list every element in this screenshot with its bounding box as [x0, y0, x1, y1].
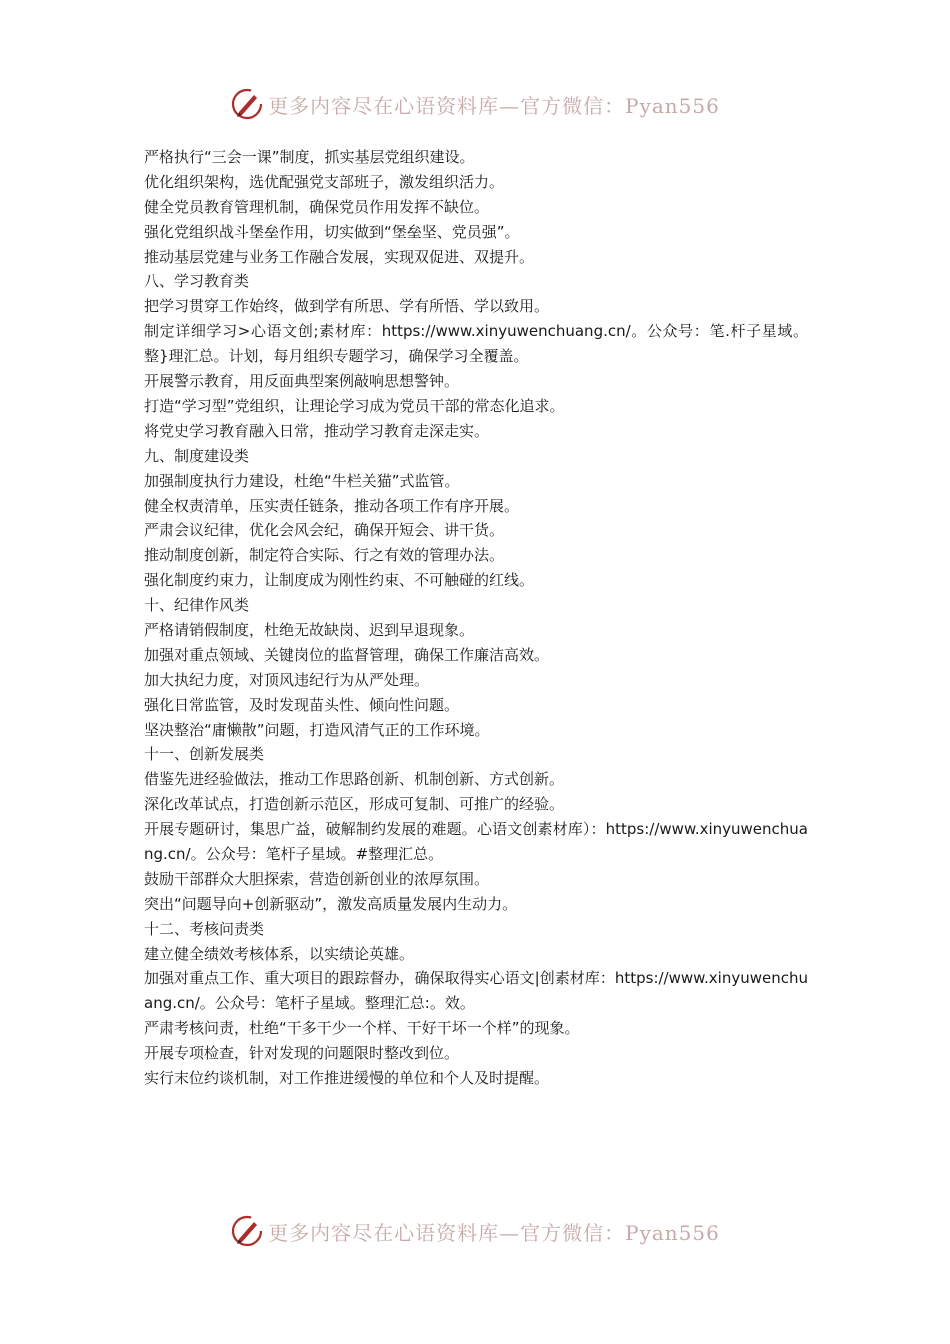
text-line: 将党史学习教育融入日常，推动学习教育走深走实。 [144, 421, 490, 440]
text-line: 严肃会议纪律，优化会风会纪，确保开短会、讲干货。 [144, 521, 505, 540]
text-line: 制定详细学习>心语文创;素材库：https://www.xinyuwenchuang.cn/。公众号：笔.杆子星域。整}理汇总。计划，每月组织专题学习，确保学习全覆盖。 [144, 322, 808, 366]
text-line: 强化日常监管，及时发现苗头性、倾向性问题。 [144, 695, 460, 714]
pen-circle-logo-icon [230, 87, 264, 121]
text-line: 加强制度执行力建设，杜绝“牛栏关猫”式监管。 [144, 471, 460, 490]
text-line: 推动制度创新，制定符合实际、行之有效的管理办法。 [144, 546, 505, 565]
text-line: 优化组织架构，选优配强党支部班子，激发组织活力。 [144, 172, 505, 191]
text-line: 深化改革试点，打造创新示范区，形成可复制、可推广的经验。 [144, 795, 565, 814]
text-line: 借鉴先进经验做法，推动工作思路创新、机制创新、方式创新。 [144, 770, 565, 789]
text-line: 严肃考核问责，杜绝“干多干少一个样、干好干坏一个样”的现象。 [144, 1019, 580, 1038]
text-line: 打造“学习型”党组织，让理论学习成为党员干部的常态化追求。 [144, 396, 565, 415]
footer-watermark [0, 1211, 950, 1251]
text-line: 加强对重点工作、重大项目的跟踪督办，确保取得实心语文|创素材库：https://www.xinyuwenchuang.cn/。公众号：笔杆子星域。整理汇总:。效。 [144, 969, 808, 1013]
text-line: 健全权责清单，压实责任链条，推动各项工作有序开展。 [144, 496, 520, 515]
text-line: 开展专项检查，针对发现的问题限时整改到位。 [144, 1044, 460, 1063]
text-line: 开展警示教育，用反面典型案例敲响思想警钟。 [144, 372, 460, 391]
text-line: 突出“问题导向+创新驱动”，激发高质量发展内生动力。 [144, 894, 518, 913]
document-body [144, 145, 808, 1091]
text-line: 开展专题研讨，集思广益，破解制约发展的难题。心语文创素材库）：https://www.xinyuwenchuang.cn/。公众号：笔杆子星域。#整理汇总。 [144, 820, 808, 863]
pen-circle-logo-icon [230, 1214, 264, 1248]
watermark-text: 更多内容尽在心语资料库—官方微信：Pyan556 [268, 1220, 720, 1245]
text-line: 严格请销假制度，杜绝无故缺岗、迟到早退现象。 [144, 620, 475, 639]
text-line: 推动基层党建与业务工作融合发展，实现双促进、双提升。 [144, 247, 535, 266]
text-line: 鼓励干部群众大胆探索，营造创新创业的浓厚氛围。 [144, 869, 490, 888]
text-line: 加强对重点领域、关键岗位的监督管理，确保工作廉洁高效。 [144, 645, 550, 664]
header-watermark [0, 84, 950, 124]
text-line: 建立健全绩效考核体系，以实绩论英雄。 [144, 944, 415, 963]
text-line: 健全党员教育管理机制，确保党员作用发挥不缺位。 [144, 197, 490, 216]
section-heading: 十、纪律作风类 [144, 596, 250, 615]
text-line: 强化制度约束力，让制度成为刚性约束、不可触碰的红线。 [144, 571, 535, 590]
section-heading: 八、学习教育类 [144, 272, 250, 291]
section-heading: 十一、创新发展类 [144, 745, 265, 764]
text-line: 把学习贯穿工作始终，做到学有所思、学有所悟、学以致用。 [144, 297, 550, 316]
section-heading: 十二、考核问责类 [144, 919, 265, 938]
watermark-text: 更多内容尽在心语资料库—官方微信：Pyan556 [268, 93, 720, 118]
text-line: 强化党组织战斗堡垒作用，切实做到“堡垒坚、党员强”。 [144, 222, 520, 241]
text-line: 加大执纪力度，对顶风违纪行为从严处理。 [144, 670, 430, 689]
section-heading: 九、制度建设类 [144, 446, 250, 465]
text-line: 严格执行“三会一课”制度，抓实基层党组织建设。 [144, 148, 475, 166]
text-line: 坚决整治“庸懒散”问题，打造风清气正的工作环境。 [144, 720, 490, 739]
text-line: 实行末位约谈机制，对工作推进缓慢的单位和个人及时提醒。 [144, 1069, 550, 1088]
